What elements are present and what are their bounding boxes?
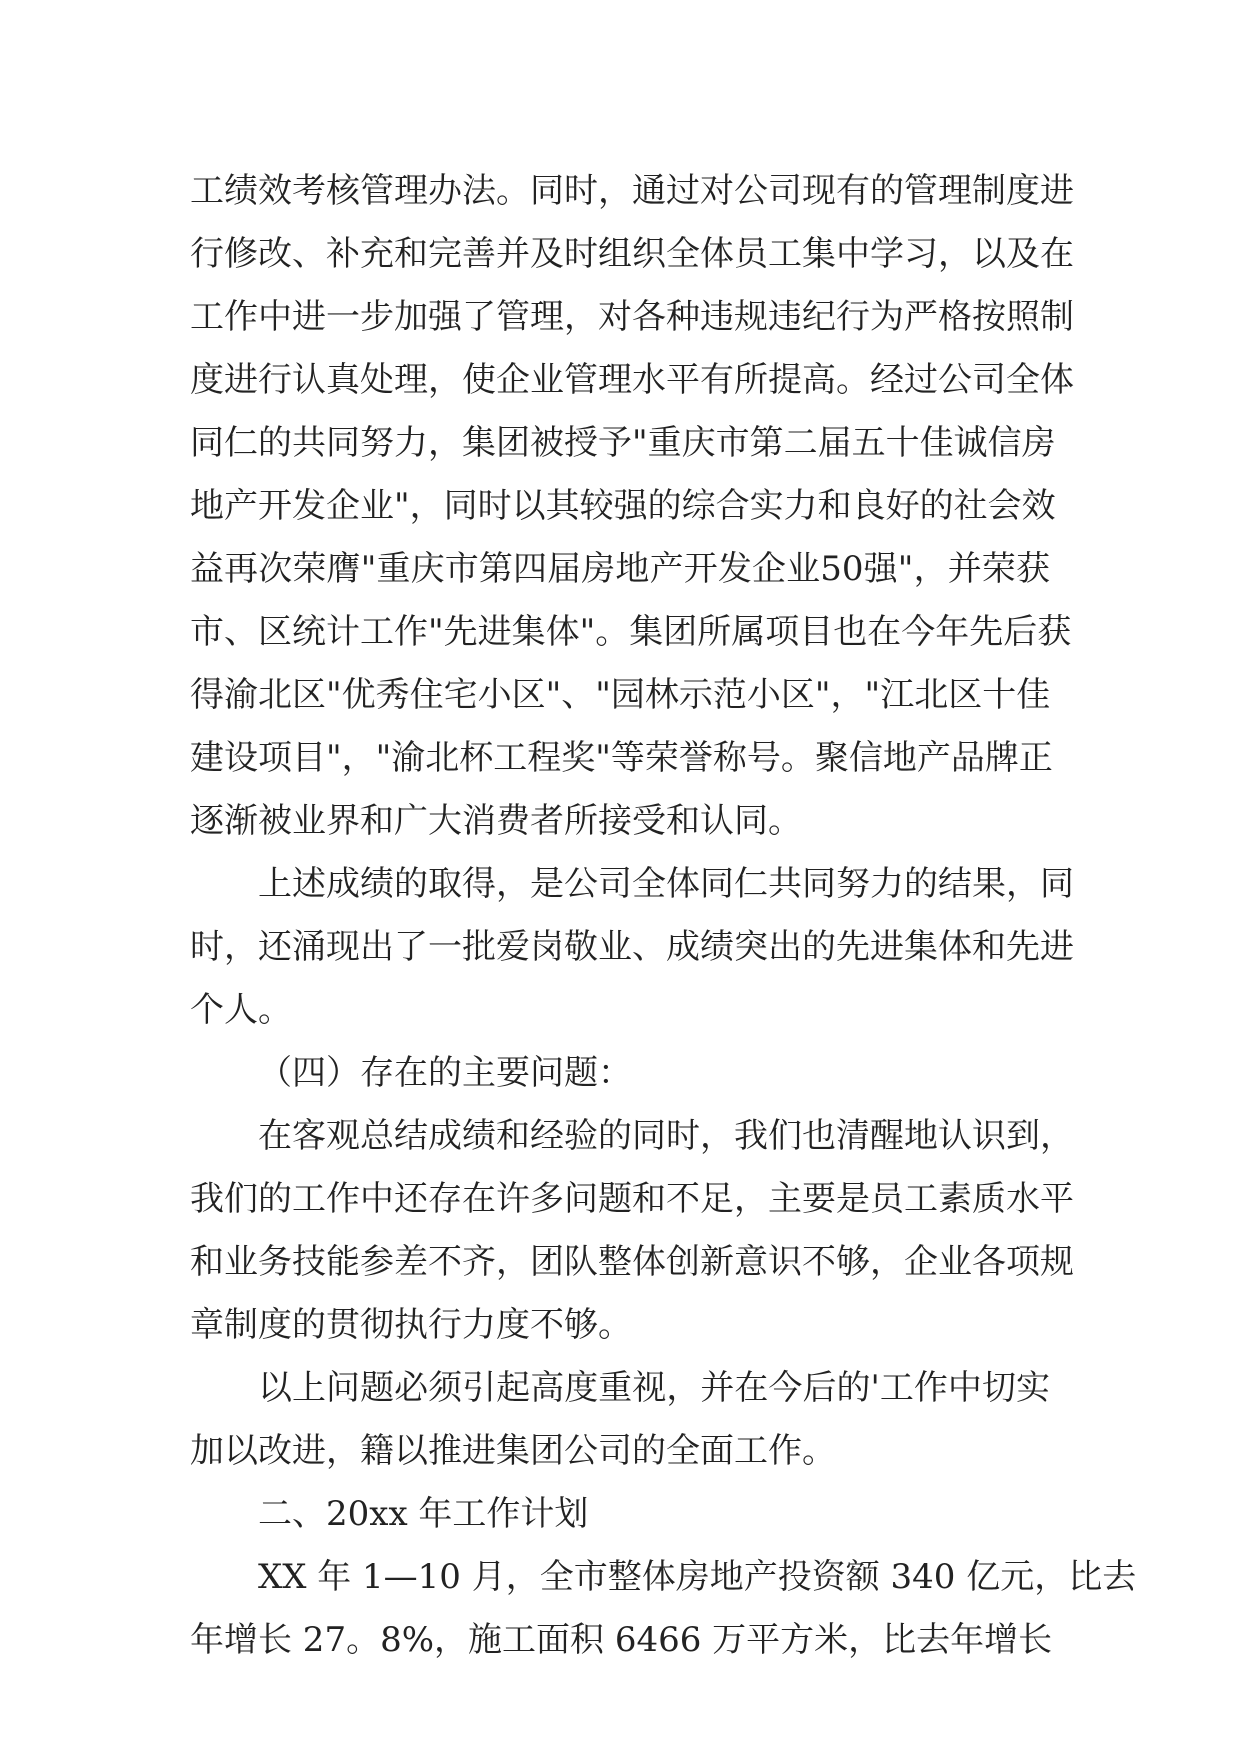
text-line: 建设项目"，"渝北杯工程奖"等荣誉称号。聚信地产品牌正 [190,738,1053,778]
text-line: 工作中进一步加强了管理，对各种违规违纪行为严格按照制 [190,297,1074,337]
text-line: 我们的工作中还存在许多问题和不足，主要是员工素质水平 [190,1179,1074,1219]
text-line: 市、区统计工作"先进集体"。集团所属项目也在今年先后获 [190,612,1072,652]
text-line: 同仁的共同努力，集团被授予"重庆市第二届五十佳诚信房 [190,423,1056,463]
text-line: 逐渐被业界和广大消费者所接受和认同。 [190,801,802,841]
text-line: XX 年 1—10 月，全市整体房地产投资额 340 亿元，比去 [258,1557,1137,1597]
text-line: 加以改进，籍以推进集团公司的全面工作。 [190,1431,836,1471]
text-line: 个人。 [190,990,292,1030]
text-line: 和业务技能参差不齐，团队整体创新意识不够，企业各项规 [190,1242,1074,1282]
text-line: 以上问题必须引起高度重视，并在今后的'工作中切实 [258,1368,1050,1408]
document-body [190,160,1137,1672]
text-line: 章制度的贯彻执行力度不够。 [190,1305,632,1345]
text-line: 在客观总结成绩和经验的同时，我们也清醒地认识到， [258,1116,1074,1156]
text-line: 地产开发企业"，同时以其较强的综合实力和良好的社会效 [190,486,1056,526]
text-line: 度进行认真处理，使企业管理水平有所提高。经过公司全体 [190,360,1074,400]
text-line: 行修改、补充和完善并及时组织全体员工集中学习，以及在 [190,234,1074,274]
section-heading: （四）存在的主要问题： [258,1053,632,1093]
text-line: 年增长 27。8%，施工面积 6466 万平方米，比去年增长 [190,1620,1053,1660]
text-line: 益再次荣膺"重庆市第四届房地产开发企业50强"，并荣获 [190,549,1050,589]
section-heading: 二、20xx 年工作计划 [258,1494,589,1534]
text-line: 时，还涌现出了一批爱岗敬业、成绩突出的先进集体和先进 [190,927,1074,967]
text-line: 得渝北区"优秀住宅小区"、"园林示范小区"，"江北区十佳 [190,675,1051,715]
text-line: 工绩效考核管理办法。同时，通过对公司现有的管理制度进 [190,171,1074,211]
text-line: 上述成绩的取得，是公司全体同仁共同努力的结果，同 [258,864,1074,904]
